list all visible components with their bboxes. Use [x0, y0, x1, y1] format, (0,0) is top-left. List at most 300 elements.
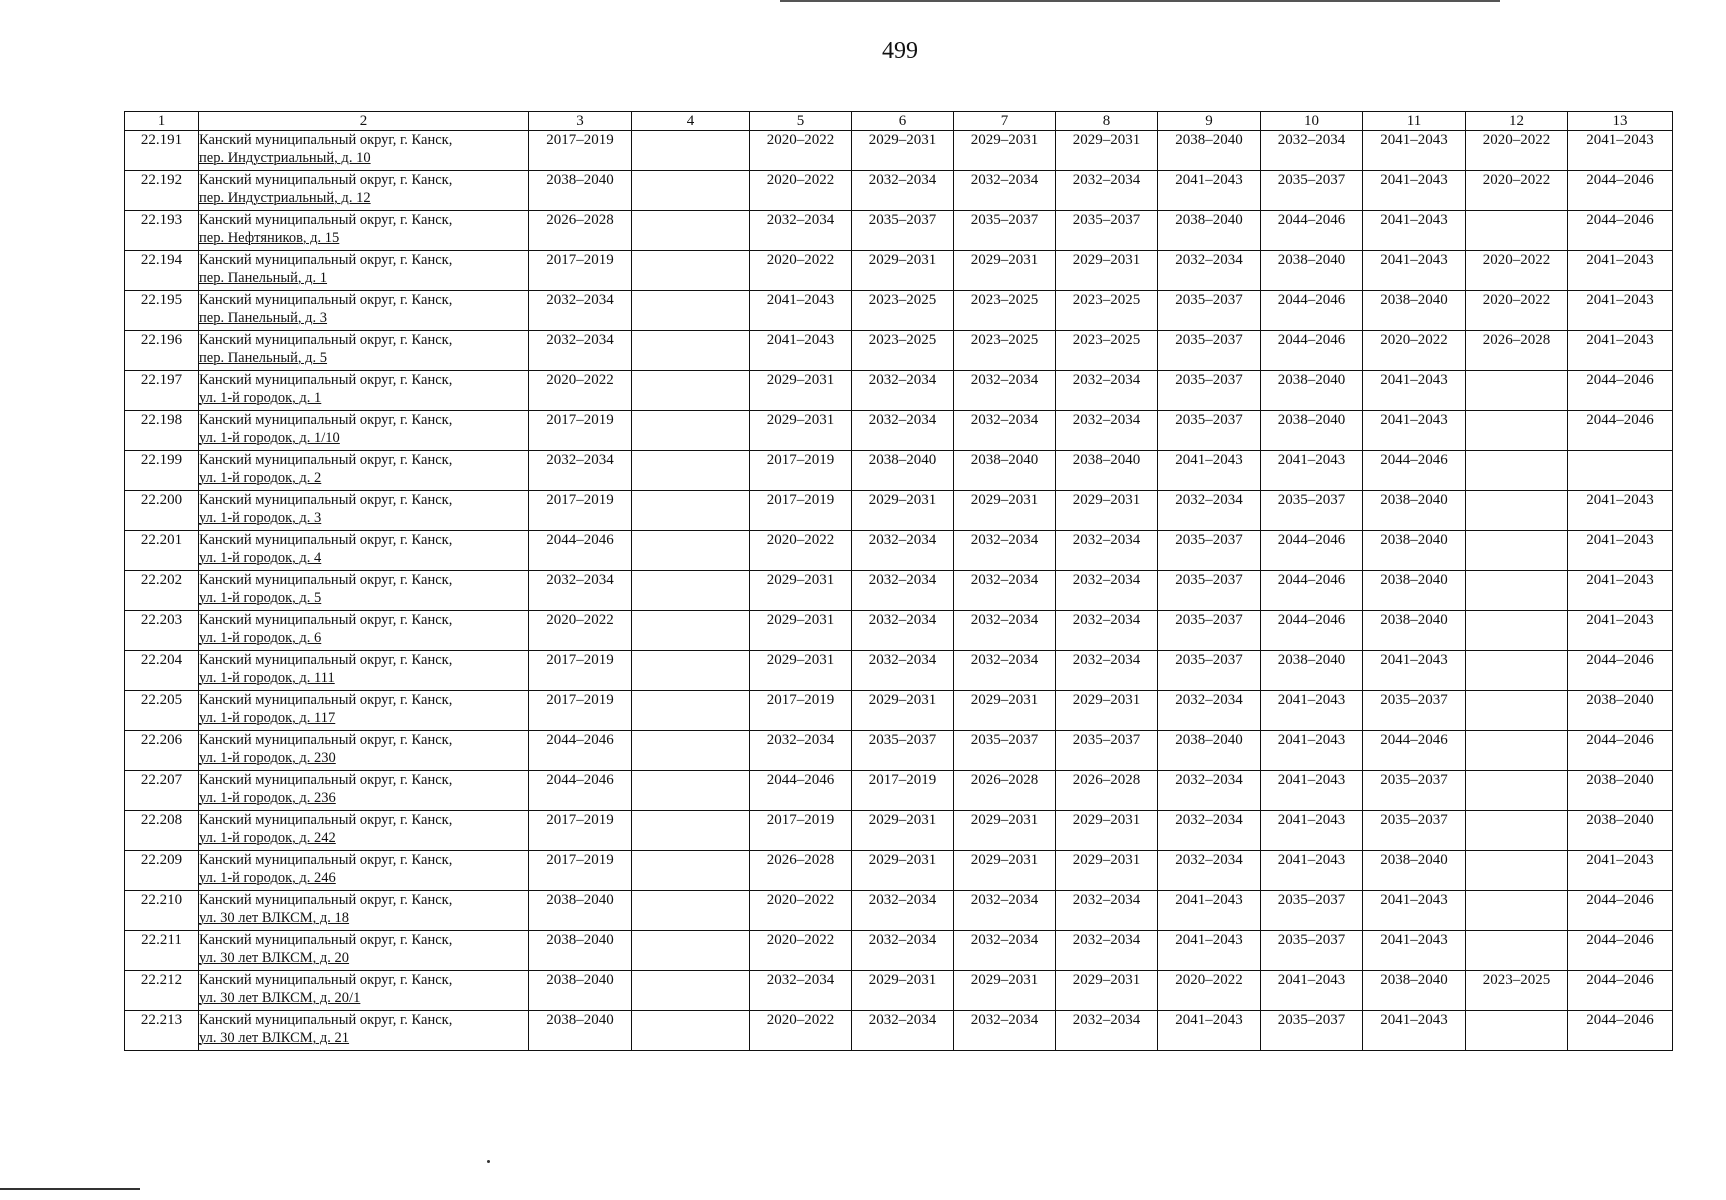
table-row	[125, 291, 1673, 331]
address-cell	[199, 1011, 529, 1051]
period-cell-13: 2041–2043	[1568, 851, 1673, 891]
period-cell-8: 2029–2031	[1056, 971, 1158, 1011]
period-cell-9: 2032–2034	[1158, 491, 1261, 531]
period-cell-7: 2029–2031	[954, 971, 1056, 1011]
period-cell-12	[1466, 1011, 1568, 1051]
address-line-2: ул. 1-й городок, д. 3	[199, 510, 322, 526]
period-cell-8: 2032–2034	[1056, 611, 1158, 651]
period-cell-13: 2044–2046	[1568, 411, 1673, 451]
table-row	[125, 251, 1673, 291]
period-cell-10: 2035–2037	[1261, 891, 1363, 931]
address-line-2: пер. Нефтяников, д. 15	[199, 230, 340, 246]
period-cell-6: 2029–2031	[852, 811, 954, 851]
period-cell-7: 2029–2031	[954, 251, 1056, 291]
address-cell	[199, 731, 529, 771]
period-cell-9: 2035–2037	[1158, 291, 1261, 331]
period-cell-7: 2032–2034	[954, 371, 1056, 411]
period-cell-9: 2032–2034	[1158, 771, 1261, 811]
period-cell-3: 2017–2019	[529, 411, 632, 451]
period-cell-13: 2044–2046	[1568, 1011, 1673, 1051]
table-row	[125, 811, 1673, 851]
period-cell-9: 2032–2034	[1158, 811, 1261, 851]
address-cell	[199, 771, 529, 811]
period-cell-8: 2029–2031	[1056, 131, 1158, 171]
period-cell-7: 2032–2034	[954, 531, 1056, 571]
period-cell-5: 2020–2022	[750, 171, 852, 211]
period-cell-8: 2032–2034	[1056, 371, 1158, 411]
address-line-2: ул. 1-й городок, д. 1/10	[199, 430, 340, 446]
period-cell-3: 2020–2022	[529, 371, 632, 411]
address-line-2: ул. 1-й городок, д. 1	[199, 390, 322, 406]
period-cell-9: 2035–2037	[1158, 331, 1261, 371]
table-row	[125, 931, 1673, 971]
row-number: 22.193	[125, 211, 199, 251]
page-number: 499	[882, 38, 918, 64]
row-number: 22.201	[125, 531, 199, 571]
header-row	[125, 112, 1673, 131]
period-cell-8: 2029–2031	[1056, 851, 1158, 891]
period-cell-13	[1568, 451, 1673, 491]
period-cell-3: 2032–2034	[529, 291, 632, 331]
period-cell-8: 2032–2034	[1056, 531, 1158, 571]
period-cell-4	[632, 811, 750, 851]
column-header-6: 6	[852, 112, 954, 131]
period-cell-4	[632, 291, 750, 331]
address-cell	[199, 331, 529, 371]
period-cell-7: 2029–2031	[954, 691, 1056, 731]
period-cell-10: 2038–2040	[1261, 411, 1363, 451]
period-cell-3: 2044–2046	[529, 731, 632, 771]
address-cell	[199, 451, 529, 491]
table-row	[125, 331, 1673, 371]
period-cell-13: 2044–2046	[1568, 211, 1673, 251]
column-header-2: 2	[199, 112, 529, 131]
period-cell-6: 2029–2031	[852, 251, 954, 291]
row-number: 22.200	[125, 491, 199, 531]
period-cell-6: 2029–2031	[852, 851, 954, 891]
column-header-1: 1	[125, 112, 199, 131]
period-cell-12: 2020–2022	[1466, 131, 1568, 171]
address-line-2: ул. 30 лет ВЛКСМ, д. 20/1	[199, 990, 361, 1006]
address-cell	[199, 971, 529, 1011]
period-cell-7: 2026–2028	[954, 771, 1056, 811]
period-cell-4	[632, 451, 750, 491]
period-cell-8: 2029–2031	[1056, 811, 1158, 851]
address-line-1: Канский муниципальный округ, г. Канск,	[199, 1012, 453, 1028]
period-cell-5: 2029–2031	[750, 571, 852, 611]
period-cell-12	[1466, 811, 1568, 851]
address-line-1: Канский муниципальный округ, г. Канск,	[199, 852, 453, 868]
period-cell-11: 2038–2040	[1363, 611, 1466, 651]
period-cell-10: 2038–2040	[1261, 251, 1363, 291]
row-number: 22.204	[125, 651, 199, 691]
period-cell-12	[1466, 691, 1568, 731]
period-cell-10: 2044–2046	[1261, 571, 1363, 611]
period-cell-10: 2044–2046	[1261, 291, 1363, 331]
period-cell-11: 2041–2043	[1363, 891, 1466, 931]
period-cell-5: 2029–2031	[750, 651, 852, 691]
period-cell-4	[632, 851, 750, 891]
period-cell-10: 2041–2043	[1261, 771, 1363, 811]
period-cell-10: 2041–2043	[1261, 971, 1363, 1011]
period-cell-13: 2044–2046	[1568, 931, 1673, 971]
period-cell-9: 2041–2043	[1158, 931, 1261, 971]
period-cell-13: 2041–2043	[1568, 251, 1673, 291]
row-number: 22.197	[125, 371, 199, 411]
address-line-2: ул. 30 лет ВЛКСМ, д. 20	[199, 950, 350, 966]
period-cell-8: 2023–2025	[1056, 291, 1158, 331]
row-number: 22.206	[125, 731, 199, 771]
row-number: 22.195	[125, 291, 199, 331]
address-line-2: ул. 1-й городок, д. 5	[199, 590, 322, 606]
period-cell-4	[632, 531, 750, 571]
period-cell-9: 2041–2043	[1158, 1011, 1261, 1051]
address-line-2: ул. 30 лет ВЛКСМ, д. 21	[199, 1030, 350, 1046]
period-cell-11: 2041–2043	[1363, 131, 1466, 171]
period-cell-11: 2038–2040	[1363, 851, 1466, 891]
period-cell-5: 2041–2043	[750, 331, 852, 371]
period-cell-6: 2032–2034	[852, 171, 954, 211]
period-cell-4	[632, 211, 750, 251]
period-cell-6: 2032–2034	[852, 411, 954, 451]
period-cell-10: 2032–2034	[1261, 131, 1363, 171]
period-cell-9: 2035–2037	[1158, 611, 1261, 651]
period-cell-5: 2017–2019	[750, 691, 852, 731]
address-line-1: Канский муниципальный округ, г. Канск,	[199, 372, 453, 388]
address-line-1: Канский муниципальный округ, г. Канск,	[199, 212, 453, 228]
period-cell-8: 2029–2031	[1056, 491, 1158, 531]
table-row	[125, 731, 1673, 771]
period-cell-8: 2038–2040	[1056, 451, 1158, 491]
period-cell-9: 2038–2040	[1158, 131, 1261, 171]
address-line-1: Канский муниципальный округ, г. Канск,	[199, 652, 453, 668]
period-cell-5: 2020–2022	[750, 131, 852, 171]
period-cell-5: 2017–2019	[750, 491, 852, 531]
period-cell-10: 2044–2046	[1261, 211, 1363, 251]
period-cell-9: 2035–2037	[1158, 411, 1261, 451]
schedule-table	[124, 111, 1673, 1051]
table-row	[125, 971, 1673, 1011]
period-cell-4	[632, 731, 750, 771]
address-line-1: Канский муниципальный округ, г. Канск,	[199, 572, 453, 588]
period-cell-4	[632, 971, 750, 1011]
period-cell-12: 2020–2022	[1466, 291, 1568, 331]
period-cell-9: 2035–2037	[1158, 651, 1261, 691]
period-cell-9: 2041–2043	[1158, 451, 1261, 491]
period-cell-8: 2035–2037	[1056, 211, 1158, 251]
column-header-9: 9	[1158, 112, 1261, 131]
period-cell-4	[632, 1011, 750, 1051]
period-cell-9: 2032–2034	[1158, 851, 1261, 891]
period-cell-10: 2041–2043	[1261, 731, 1363, 771]
period-cell-11: 2038–2040	[1363, 531, 1466, 571]
row-number: 22.211	[125, 931, 199, 971]
table-row	[125, 211, 1673, 251]
address-cell	[199, 491, 529, 531]
period-cell-4	[632, 251, 750, 291]
period-cell-4	[632, 491, 750, 531]
period-cell-11: 2041–2043	[1363, 371, 1466, 411]
period-cell-4	[632, 411, 750, 451]
period-cell-12	[1466, 731, 1568, 771]
address-line-2: пер. Панельный, д. 5	[199, 350, 328, 366]
address-cell	[199, 371, 529, 411]
period-cell-9: 2035–2037	[1158, 371, 1261, 411]
period-cell-3: 2017–2019	[529, 131, 632, 171]
address-cell	[199, 211, 529, 251]
scan-speck	[487, 1160, 490, 1163]
period-cell-12	[1466, 491, 1568, 531]
address-line-2: ул. 1-й городок, д. 111	[199, 670, 335, 686]
period-cell-7: 2032–2034	[954, 891, 1056, 931]
period-cell-13: 2041–2043	[1568, 331, 1673, 371]
period-cell-8: 2023–2025	[1056, 331, 1158, 371]
period-cell-12	[1466, 771, 1568, 811]
period-cell-7: 2032–2034	[954, 931, 1056, 971]
period-cell-6: 2023–2025	[852, 331, 954, 371]
period-cell-6: 2032–2034	[852, 891, 954, 931]
address-cell	[199, 171, 529, 211]
period-cell-12	[1466, 851, 1568, 891]
period-cell-11: 2041–2043	[1363, 171, 1466, 211]
period-cell-13: 2041–2043	[1568, 291, 1673, 331]
period-cell-8: 2032–2034	[1056, 411, 1158, 451]
address-line-1: Канский муниципальный округ, г. Канск,	[199, 132, 453, 148]
period-cell-8: 2032–2034	[1056, 1011, 1158, 1051]
period-cell-11: 2038–2040	[1363, 571, 1466, 611]
row-number: 22.194	[125, 251, 199, 291]
period-cell-5: 2026–2028	[750, 851, 852, 891]
period-cell-3: 2038–2040	[529, 891, 632, 931]
period-cell-7: 2032–2034	[954, 411, 1056, 451]
address-line-1: Канский муниципальный округ, г. Канск,	[199, 892, 453, 908]
period-cell-8: 2026–2028	[1056, 771, 1158, 811]
address-cell	[199, 571, 529, 611]
period-cell-11: 2041–2043	[1363, 211, 1466, 251]
period-cell-10: 2041–2043	[1261, 451, 1363, 491]
period-cell-3: 2044–2046	[529, 771, 632, 811]
period-cell-10: 2041–2043	[1261, 811, 1363, 851]
table-row	[125, 571, 1673, 611]
address-cell	[199, 131, 529, 171]
period-cell-4	[632, 771, 750, 811]
period-cell-13: 2044–2046	[1568, 171, 1673, 211]
period-cell-5: 2020–2022	[750, 1011, 852, 1051]
period-cell-7: 2032–2034	[954, 1011, 1056, 1051]
period-cell-13: 2044–2046	[1568, 971, 1673, 1011]
period-cell-9: 2038–2040	[1158, 731, 1261, 771]
period-cell-11: 2035–2037	[1363, 771, 1466, 811]
period-cell-10: 2035–2037	[1261, 491, 1363, 531]
period-cell-6: 2017–2019	[852, 771, 954, 811]
address-line-2: ул. 1-й городок, д. 6	[199, 630, 322, 646]
period-cell-5: 2032–2034	[750, 971, 852, 1011]
period-cell-8: 2032–2034	[1056, 651, 1158, 691]
period-cell-4	[632, 331, 750, 371]
table-row	[125, 851, 1673, 891]
address-line-1: Канский муниципальный округ, г. Канск,	[199, 452, 453, 468]
period-cell-7: 2032–2034	[954, 611, 1056, 651]
period-cell-12	[1466, 211, 1568, 251]
period-cell-3: 2017–2019	[529, 251, 632, 291]
period-cell-3: 2044–2046	[529, 531, 632, 571]
period-cell-5: 2020–2022	[750, 531, 852, 571]
top-rule	[780, 0, 1500, 2]
period-cell-9: 2041–2043	[1158, 171, 1261, 211]
row-number: 22.202	[125, 571, 199, 611]
period-cell-3: 2038–2040	[529, 931, 632, 971]
address-line-2: пер. Индустриальный, д. 12	[199, 190, 371, 206]
row-number: 22.208	[125, 811, 199, 851]
period-cell-8: 2029–2031	[1056, 251, 1158, 291]
period-cell-3: 2038–2040	[529, 171, 632, 211]
period-cell-10: 2041–2043	[1261, 691, 1363, 731]
period-cell-6: 2029–2031	[852, 691, 954, 731]
address-line-1: Канский муниципальный округ, г. Канск,	[199, 972, 453, 988]
period-cell-11: 2038–2040	[1363, 491, 1466, 531]
address-line-2: ул. 1-й городок, д. 117	[199, 710, 336, 726]
table-row	[125, 611, 1673, 651]
period-cell-5: 2017–2019	[750, 811, 852, 851]
address-cell	[199, 531, 529, 571]
period-cell-3: 2017–2019	[529, 491, 632, 531]
row-number: 22.196	[125, 331, 199, 371]
address-line-1: Канский муниципальный округ, г. Канск,	[199, 932, 453, 948]
period-cell-6: 2032–2034	[852, 531, 954, 571]
period-cell-6: 2032–2034	[852, 611, 954, 651]
period-cell-6: 2023–2025	[852, 291, 954, 331]
period-cell-13: 2044–2046	[1568, 731, 1673, 771]
column-header-4: 4	[632, 112, 750, 131]
table-row	[125, 491, 1673, 531]
address-line-1: Канский муниципальный округ, г. Канск,	[199, 772, 453, 788]
period-cell-9: 2032–2034	[1158, 251, 1261, 291]
table-row	[125, 371, 1673, 411]
period-cell-7: 2029–2031	[954, 851, 1056, 891]
period-cell-7: 2023–2025	[954, 291, 1056, 331]
period-cell-13: 2038–2040	[1568, 811, 1673, 851]
period-cell-12: 2026–2028	[1466, 331, 1568, 371]
address-line-1: Канский муниципальный округ, г. Канск,	[199, 732, 453, 748]
period-cell-11: 2041–2043	[1363, 1011, 1466, 1051]
period-cell-10: 2038–2040	[1261, 651, 1363, 691]
period-cell-6: 2032–2034	[852, 571, 954, 611]
table-row	[125, 171, 1673, 211]
period-cell-8: 2035–2037	[1056, 731, 1158, 771]
address-line-1: Канский муниципальный округ, г. Канск,	[199, 492, 453, 508]
period-cell-11: 2041–2043	[1363, 251, 1466, 291]
period-cell-4	[632, 891, 750, 931]
row-number: 22.207	[125, 771, 199, 811]
address-line-1: Канский муниципальный округ, г. Канск,	[199, 332, 453, 348]
period-cell-5: 2020–2022	[750, 891, 852, 931]
address-cell	[199, 251, 529, 291]
period-cell-4	[632, 651, 750, 691]
period-cell-12: 2020–2022	[1466, 171, 1568, 211]
period-cell-6: 2032–2034	[852, 651, 954, 691]
address-cell	[199, 611, 529, 651]
period-cell-7: 2029–2031	[954, 491, 1056, 531]
period-cell-8: 2032–2034	[1056, 171, 1158, 211]
period-cell-12	[1466, 451, 1568, 491]
period-cell-3: 2017–2019	[529, 851, 632, 891]
address-line-2: ул. 1-й городок, д. 246	[199, 870, 336, 886]
period-cell-12: 2023–2025	[1466, 971, 1568, 1011]
period-cell-13: 2041–2043	[1568, 571, 1673, 611]
period-cell-10: 2038–2040	[1261, 371, 1363, 411]
row-number: 22.205	[125, 691, 199, 731]
period-cell-6: 2032–2034	[852, 1011, 954, 1051]
address-line-1: Канский муниципальный округ, г. Канск,	[199, 412, 453, 428]
table-body	[125, 131, 1673, 1051]
table-row	[125, 131, 1673, 171]
period-cell-7: 2023–2025	[954, 331, 1056, 371]
period-cell-10: 2044–2046	[1261, 531, 1363, 571]
table-row	[125, 651, 1673, 691]
period-cell-4	[632, 931, 750, 971]
period-cell-6: 2029–2031	[852, 131, 954, 171]
address-line-2: ул. 1-й городок, д. 230	[199, 750, 336, 766]
period-cell-3: 2026–2028	[529, 211, 632, 251]
period-cell-4	[632, 611, 750, 651]
table-row	[125, 771, 1673, 811]
table-row	[125, 531, 1673, 571]
table-row	[125, 1011, 1673, 1051]
period-cell-9: 2041–2043	[1158, 891, 1261, 931]
period-cell-7: 2035–2037	[954, 211, 1056, 251]
period-cell-12: 2020–2022	[1466, 251, 1568, 291]
address-cell	[199, 931, 529, 971]
period-cell-13: 2044–2046	[1568, 891, 1673, 931]
column-header-10: 10	[1261, 112, 1363, 131]
period-cell-11: 2044–2046	[1363, 731, 1466, 771]
period-cell-5: 2044–2046	[750, 771, 852, 811]
period-cell-6: 2035–2037	[852, 211, 954, 251]
period-cell-3: 2017–2019	[529, 651, 632, 691]
address-line-2: ул. 1-й городок, д. 236	[199, 790, 336, 806]
period-cell-11: 2041–2043	[1363, 411, 1466, 451]
period-cell-7: 2032–2034	[954, 171, 1056, 211]
address-line-1: Канский муниципальный округ, г. Канск,	[199, 692, 453, 708]
address-line-1: Канский муниципальный округ, г. Канск,	[199, 292, 453, 308]
table-row	[125, 691, 1673, 731]
address-cell	[199, 291, 529, 331]
period-cell-3: 2032–2034	[529, 571, 632, 611]
period-cell-10: 2041–2043	[1261, 851, 1363, 891]
period-cell-13: 2041–2043	[1568, 611, 1673, 651]
period-cell-8: 2032–2034	[1056, 891, 1158, 931]
period-cell-5: 2029–2031	[750, 411, 852, 451]
period-cell-10: 2044–2046	[1261, 611, 1363, 651]
period-cell-11: 2044–2046	[1363, 451, 1466, 491]
period-cell-12	[1466, 891, 1568, 931]
period-cell-10: 2035–2037	[1261, 171, 1363, 211]
period-cell-7: 2032–2034	[954, 571, 1056, 611]
period-cell-4	[632, 171, 750, 211]
period-cell-5: 2020–2022	[750, 931, 852, 971]
column-header-13: 13	[1568, 112, 1673, 131]
period-cell-10: 2035–2037	[1261, 931, 1363, 971]
period-cell-6: 2032–2034	[852, 371, 954, 411]
column-header-12: 12	[1466, 112, 1568, 131]
period-cell-9: 2038–2040	[1158, 211, 1261, 251]
period-cell-3: 2020–2022	[529, 611, 632, 651]
period-cell-6: 2029–2031	[852, 971, 954, 1011]
period-cell-3: 2032–2034	[529, 451, 632, 491]
period-cell-5: 2032–2034	[750, 211, 852, 251]
row-number: 22.203	[125, 611, 199, 651]
period-cell-12	[1466, 571, 1568, 611]
